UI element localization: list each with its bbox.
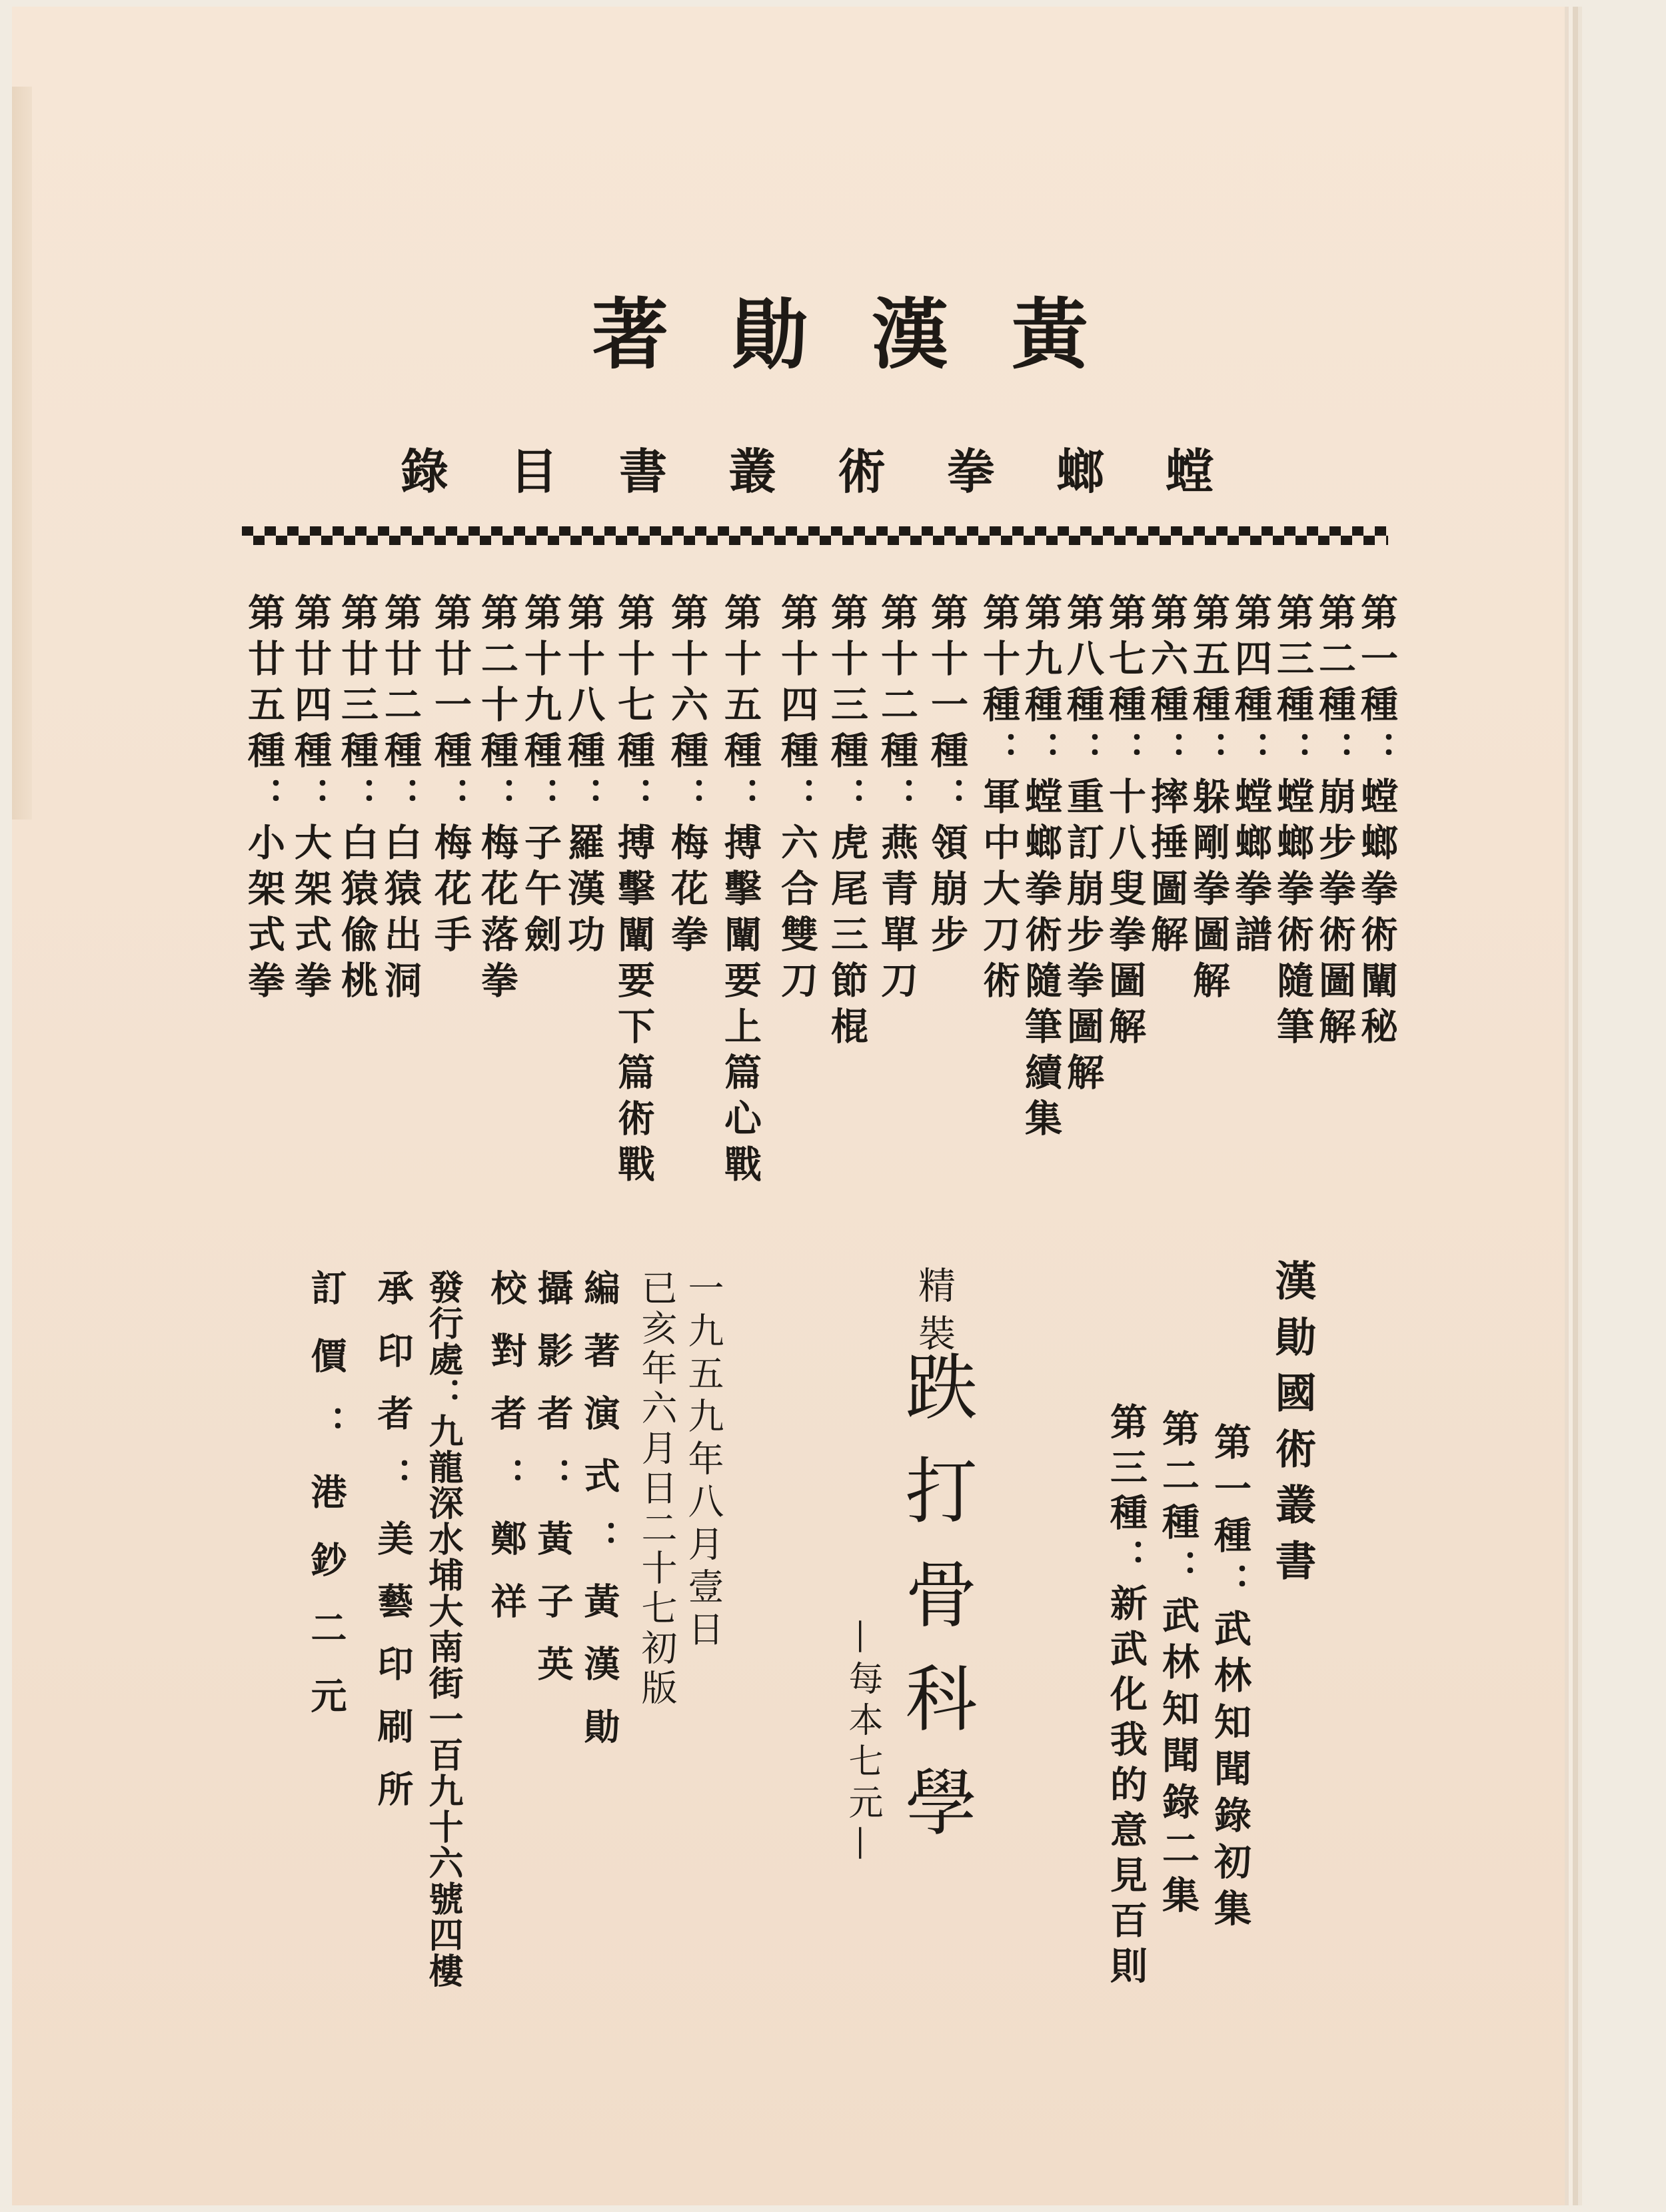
colophon-line: 編著演式：黃漢勛 — [578, 1269, 621, 1770]
list-item: 第二十種：梅花落拳 — [475, 593, 519, 1007]
list-item: 第七種：十八叟拳圖解 — [1103, 593, 1147, 1053]
guoshu-item: 第一種：武林知聞錄初集 — [1208, 1422, 1252, 1936]
colophon-line: 發行處：九龍深水埔大南街一百九十六號四樓 — [422, 1269, 463, 1989]
list-item: 第八種：重訂崩步拳圖解 — [1061, 593, 1105, 1099]
list-item: 第四種：螳螂拳譜 — [1229, 593, 1273, 961]
guoshu-item: 第二種：武林知聞錄二集 — [1156, 1409, 1200, 1922]
colophon-line: 已亥年六月日二十七初版 — [636, 1269, 678, 1709]
list-item: 第廿五種：小架式拳 — [242, 593, 286, 1007]
colophon-line: 攝影者：黃子英 — [532, 1269, 574, 1708]
featured-book-title: 跌打骨科學 — [893, 1349, 976, 1869]
list-item: 第十三種：虎尾三節棍 — [825, 593, 869, 1053]
series-catalog-title: 螳螂拳術叢書目錄 — [400, 443, 1275, 500]
list-item: 第十八種：羅漢功 — [562, 593, 606, 961]
list-item: 第二種：崩步拳術圖解 — [1313, 593, 1357, 1053]
list-item: 第十九種：子午劍 — [518, 593, 562, 961]
list-item: 第十種：軍中大刀術 — [977, 593, 1021, 1007]
colophon-line: 承印者：美藝印刷所 — [372, 1269, 415, 1833]
list-item: 第十二種：燕青單刀 — [875, 593, 919, 1007]
list-item: 第廿一種：梅花手 — [428, 593, 472, 961]
guoshu-item: 第三種：新武化我的意見百則 — [1104, 1402, 1148, 1991]
colophon-line: 校對者：鄭祥 — [485, 1269, 528, 1645]
featured-book-price: —每本七元— — [842, 1619, 882, 1867]
list-item: 第五種：躲剛拳圖解 — [1187, 593, 1231, 1007]
list-item: 第十五種：搏擊闡要上篇心戰 — [718, 593, 762, 1191]
list-item: 第一種：螳螂拳術闡秘 — [1355, 593, 1399, 1053]
document-page — [12, 7, 1565, 2205]
list-item: 第六種：摔捶圖解 — [1145, 593, 1189, 961]
list-item: 第十一種：領崩步 — [925, 593, 969, 961]
list-item: 第十四種：六合雙刀 — [775, 593, 819, 1007]
list-item: 第三種：螳螂拳術隨筆 — [1271, 593, 1315, 1053]
decorative-border — [242, 526, 1388, 545]
colophon-line: 一九五九年八月壹日 — [682, 1269, 724, 1653]
list-item: 第廿二種：白猿出洞 — [379, 593, 422, 1007]
list-item: 第廿四種：大架式拳 — [289, 593, 333, 1007]
list-item: 第十七種：搏擊闡要下篇術戰 — [612, 593, 656, 1191]
list-item: 第十六種：梅花拳 — [665, 593, 709, 961]
binding-spine — [12, 87, 32, 820]
list-item: 第廿三種：白猿偸桃 — [335, 593, 379, 1007]
list-item: 第九種：螳螂拳術隨筆續集 — [1019, 593, 1063, 1145]
guoshu-series-title: 漢勛國術叢書 — [1268, 1259, 1317, 1595]
author-title: 黃漢勛著 — [591, 290, 1152, 380]
binding-badge: 精裝 — [912, 1266, 956, 1362]
colophon-line: 訂價：港鈔二元 — [305, 1269, 348, 1745]
